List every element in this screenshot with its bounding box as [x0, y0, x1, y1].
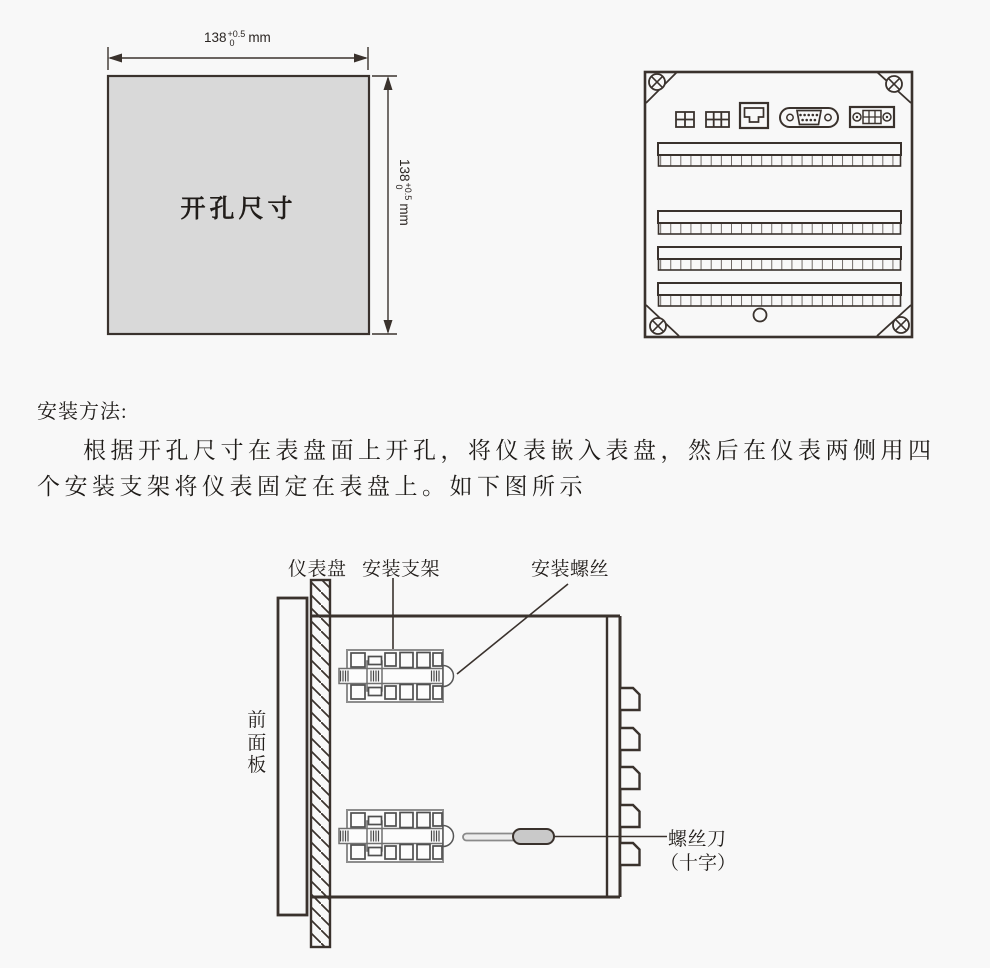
corner-screw-icon	[893, 317, 909, 333]
tolerance: +0.5 0	[227, 29, 246, 48]
dimension-value: 138	[397, 159, 412, 182]
corner-screw-icon	[886, 76, 902, 92]
arrow-down-icon	[384, 320, 393, 334]
corner-screw-icon	[650, 318, 666, 334]
dimension-unit: mm	[248, 30, 271, 45]
arrow-up-icon	[384, 76, 393, 90]
rear-connector-tabs	[620, 688, 640, 865]
tolerance: +0.5 0	[394, 182, 413, 201]
screwdriver-label: 螺丝刀	[668, 829, 727, 850]
instructions-line-2: 个安装支架将仪表固定在表盘上。如下图所示	[37, 474, 587, 499]
corner-screw-icon	[649, 74, 665, 90]
instructions-line-1: 根据开孔尺寸在表盘面上开孔，将仪表嵌入表盘，然后在仪表两侧用四	[83, 438, 936, 463]
screwdriver	[463, 829, 554, 844]
dimension-value: 138	[204, 30, 227, 45]
screwdriver-type-label: （十字）	[660, 853, 737, 874]
arrow-right-icon	[354, 54, 368, 63]
mounting-bracket-bottom	[339, 810, 454, 862]
screwdriver-handle	[513, 829, 554, 844]
front-panel-bezel	[278, 598, 307, 915]
cutout-height-dimension	[394, 159, 415, 226]
height-dimension-line	[372, 76, 397, 334]
width-dimension-line	[108, 47, 368, 70]
dimension-unit: mm	[397, 203, 412, 226]
installation-diagram	[230, 540, 775, 968]
front-panel-label: 前面板	[247, 710, 267, 776]
panel-label: 仪表盘	[288, 559, 347, 580]
back-panel-diagram	[630, 60, 930, 350]
mounting-bracket-top	[339, 650, 454, 702]
cutout-label: 开孔尺寸	[180, 196, 297, 223]
panel-wall-hatched	[311, 580, 330, 947]
screw-leader-line	[457, 584, 568, 674]
cutout-width-dimension	[204, 27, 271, 48]
screw-label: 安装螺丝	[531, 559, 610, 580]
arrow-left-icon	[108, 54, 122, 63]
instructions-heading: 安装方法:	[37, 401, 128, 423]
bracket-label: 安装支架	[362, 559, 441, 580]
screwdriver-shaft	[463, 834, 519, 841]
